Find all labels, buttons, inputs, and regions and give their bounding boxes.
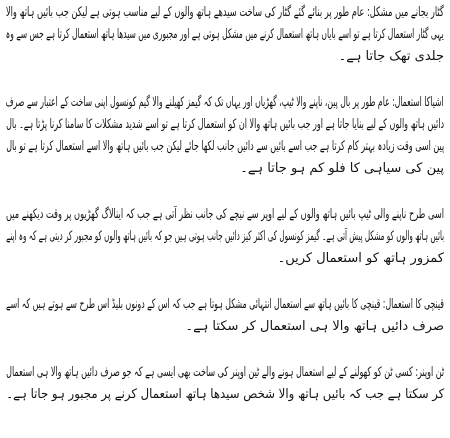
- text-line: [6, 384, 444, 406]
- text-line: [6, 92, 444, 114]
- text-line-content: اشیاکا استعمال: عام طور پر بال پین، ناپنے والا ٹیپ، گھڑیاں اور یہاں تک کہ گیمز کھیلنے والا گیم کونسول اپنی ساخت کے اعتبار سے صرف: [6, 95, 444, 110]
- text-line-content: کمزور ہاتھ کو استعمال کریں۔: [277, 251, 444, 266]
- text-line-content: یہی گٹار استعمال کرتا ہے تو اسے بایاں ہاتھ استعمال کرنے میں مشکل ہوتی ہے اور مجبوری میں سیدھا ہاتھ استعمال کرتا ہے جس سے وہ: [5, 27, 444, 42]
- text-line-content: جلدی تھک جاتا ہے۔: [338, 49, 444, 64]
- text-line-content: قینچی کا استعمال: قینچی کا بائیں ہاتھ سے استعمال انتہائی مشکل ہوتا ہے جب کہ اس کے دونوں بلیڈ اس طرح سے ہوتے ہیں کہ اسے: [6, 297, 444, 312]
- paragraph-objects-usage: [6, 92, 444, 180]
- text-line-content: پین اسی وقت زیادہ بہتر کام کرتا ہے جب اسے بائیں سے دائیں جانب لکھا جائے لیکن جب بائیں ہاتھ والا اسے استعمال کرتا ہے تو بال: [6, 139, 444, 154]
- text-line: [6, 158, 444, 180]
- paragraph-scissors-usage: [6, 294, 444, 338]
- text-line: [6, 362, 444, 384]
- text-line: [6, 226, 444, 248]
- paragraph-tape-and-watches: [6, 204, 444, 270]
- text-line: [6, 2, 444, 24]
- text-line: [6, 316, 444, 338]
- text-line-content: ٹن اوپنر: کسی ٹن کو کھولنے کے لیے استعمال ہونے والے ٹین اوپنر کی ساخت بھی ایسی ہے کہ جو صرف دائیں ہاتھ والا ہی استعمال: [6, 365, 444, 380]
- text-line-content: بائیں ہاتھ والوں کو مشکل پیش آتی ہے۔ گیمز کونسول کی اکثر کیز دائیں جانب ہوتی ہیں جو کہ بائیں ہاتھ والوں کو مجبور کر دیتی ہے کہ وہ اپنے: [5, 229, 444, 244]
- text-line: [6, 136, 444, 158]
- text-line-content: اسی طرح ناپنے والی ٹیپ بائیں ہاتھ والوں کے لیے اوپر سے نیچے کی جانب نظر آتی ہے جب کہ اینالاگ گھڑیوں پر وقت دیکھنے میں: [6, 207, 444, 222]
- text-line-content: پین کی سیاہی کا فلو کم ہو جاتا ہے۔: [240, 161, 444, 176]
- text-line-content: کر سکتا ہے جب کہ بائیں ہاتھ والا شخص سیدھا ہاتھ استعمال کرنے پر مجبور ہو جاتا ہے۔: [6, 387, 444, 402]
- paragraph-guitar-difficulty: [6, 2, 444, 68]
- text-line-content: دائیں ہاتھ والوں کے لیے بنایا جاتا ہے اور جب بائیں ہاتھ والا ان کو استعمال کرتا ہے تو اسے شدید مشکلات کا سامنا کرنا پڑتا ہے۔ بال: [6, 117, 444, 132]
- paragraph-tin-opener: [6, 362, 444, 406]
- text-line: [6, 248, 444, 270]
- text-line-content: صرف دائیں ہاتھ والا ہی استعمال کر سکتا ہے۔: [185, 319, 444, 334]
- text-line: [6, 114, 444, 136]
- text-line: [6, 46, 444, 68]
- text-line: [6, 24, 444, 46]
- text-line: [6, 204, 444, 226]
- text-line: [6, 294, 444, 316]
- text-line-content: گٹار بجانے میں مشکل: عام طور پر بنائے گئے گٹار کی ساخت سیدھے ہاتھ والوں کے لیے مناسب ہوتی ہے لیکن جب بائیں ہاتھ والا: [6, 5, 444, 20]
